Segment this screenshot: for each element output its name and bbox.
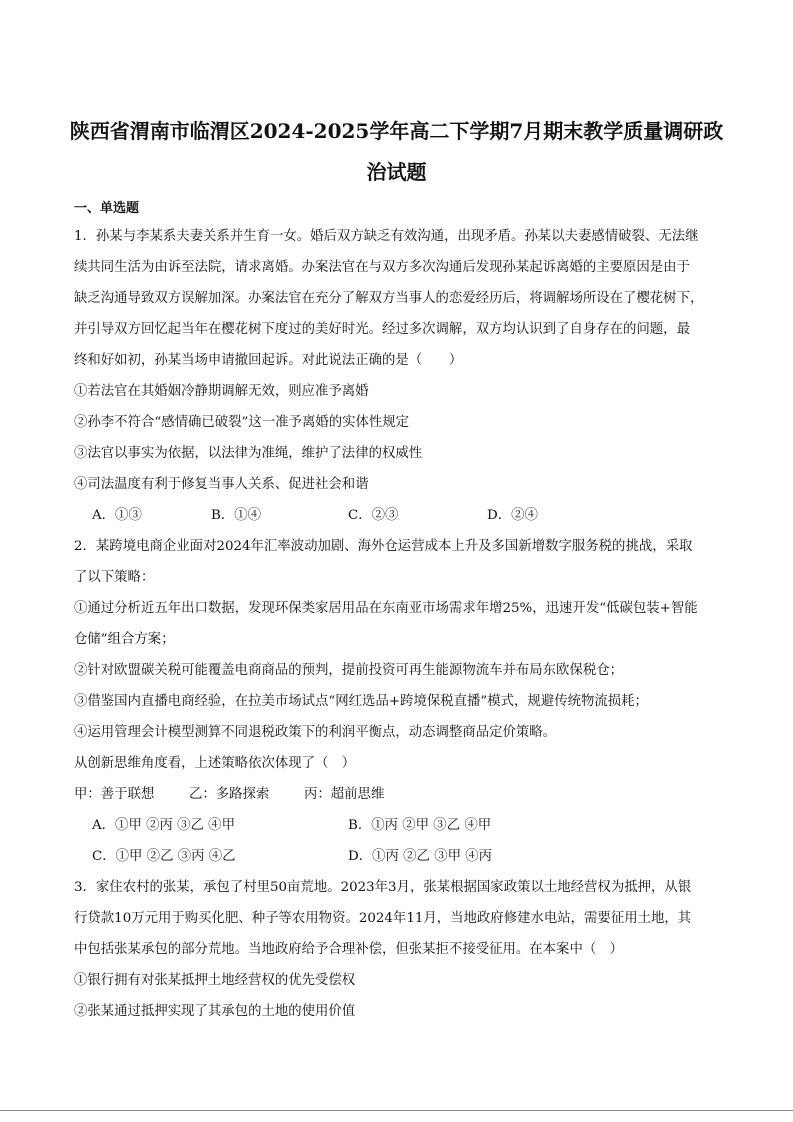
question-text-line: 1．孙某与李某系夫妻关系并生育一女。婚后双方缺乏有效沟通，出现矛盾。孙某以夫妻感情破裂、无法继 <box>74 229 699 244</box>
statement: ③法官以事实为依据，以法律为准绳，维护了法律的权威性 <box>74 446 423 461</box>
statement: ④运用管理会计模型测算不同退税政策下的利润平衡点，动态调整商品定价策略。 <box>74 725 557 740</box>
question-text-line: 2．某跨境电商企业面对2024年汇率波动加剧、海外仓运营成本上升及多国新增数字服务税的挑战，采取 <box>74 539 693 554</box>
statement: ①银行拥有对张某抵押土地经营权的优先受偿权 <box>74 973 356 988</box>
option-a: A．①③ <box>92 508 142 523</box>
section-heading: 一、单选题 <box>74 201 140 216</box>
question-text-line: 并引导双方回忆起当年在樱花树下度过的美好时光。经过多次调解，双方均认识到了自身存在的问题，最 <box>74 322 690 337</box>
option-c: C．①甲 ②乙 ③丙 ④乙 <box>92 849 236 864</box>
statement: ②孙李不符合“感情确已破裂”这一准予离婚的实体性规定 <box>74 415 410 430</box>
question-text-line: 3．家住农村的张某，承包了村里50亩荒地。2023年3月，张某根据国家政策以土地经营权为抵押，从银 <box>74 880 692 895</box>
question-text-line: 行贷款10万元用于购买化肥、种子等农用物资。2024年11月，当地政府修建水电站，需要征用土地，其 <box>74 911 692 926</box>
statement: ①通过分析近五年出口数据，发现环保类家居用品在东南亚市场需求年增25%，迅速开发“低碳包装+智能 <box>74 601 698 616</box>
question-text-line: 了以下策略： <box>74 570 155 585</box>
question-text-line: 缺乏沟通导致双方误解加深。办案法官在充分了解双方当事人的恋爱经历后，将调解场所设在了樱花树下， <box>74 291 704 306</box>
statement: ①若法官在其婚姻冷静期调解无效，则应准予离婚 <box>74 384 369 399</box>
statement: ②针对欧盟碳关税可能覆盖电商商品的预判，提前投资可再生能源物流车并布局东欧保税仓； <box>74 663 624 678</box>
option-c: C．②③ <box>348 508 399 523</box>
option-b: B．①丙 ②甲 ③乙 ④甲 <box>348 818 492 833</box>
statement: ④司法温度有利于修复当事人关系、促进社会和谐 <box>74 477 369 492</box>
document-title-line-1: 陕西省渭南市临渭区2024-2025学年高二下学期7月期末教学质量调研政 <box>69 119 724 143</box>
choice-yi: 乙：多路探索 <box>189 787 270 802</box>
choice-bing: 丙：超前思维 <box>304 787 385 802</box>
option-a: A．①甲 ②丙 ③乙 ④甲 <box>92 818 235 833</box>
question-text-line: 续共同生活为由诉至法院，请求离婚。办案法官在与双方多次沟通后发现孙某起诉离婚的主要原因是由于 <box>74 260 690 275</box>
choice-jia: 甲：善于联想 <box>74 787 155 802</box>
question-text-line: 终和好如初，孙某当场申请撤回起诉。对此说法正确的是（ ） <box>74 353 463 368</box>
option-b: B．①④ <box>211 508 262 523</box>
question-text-line: 中包括张某承包的部分荒地。当地政府给予合理补偿，但张某拒不接受征用。在本案中（ ） <box>74 942 624 957</box>
statement: ②张某通过抵押实现了其承包的土地的使用价值 <box>74 1004 356 1019</box>
page-bottom-divider <box>0 1110 793 1111</box>
question-prompt: 从创新思维角度看，上述策略依次体现了（ ） <box>74 756 356 771</box>
statement: ③借鉴国内直播电商经验，在拉美市场试点“网红选品+跨境保税直播”模式，规避传统物流损耗； <box>74 694 648 709</box>
statement: 仓储”组合方案； <box>74 632 175 647</box>
option-d: D．①丙 ②乙 ③甲 ④丙 <box>348 849 493 864</box>
option-d: D．②④ <box>487 508 538 523</box>
document-title-line-2: 治试题 <box>366 160 427 184</box>
